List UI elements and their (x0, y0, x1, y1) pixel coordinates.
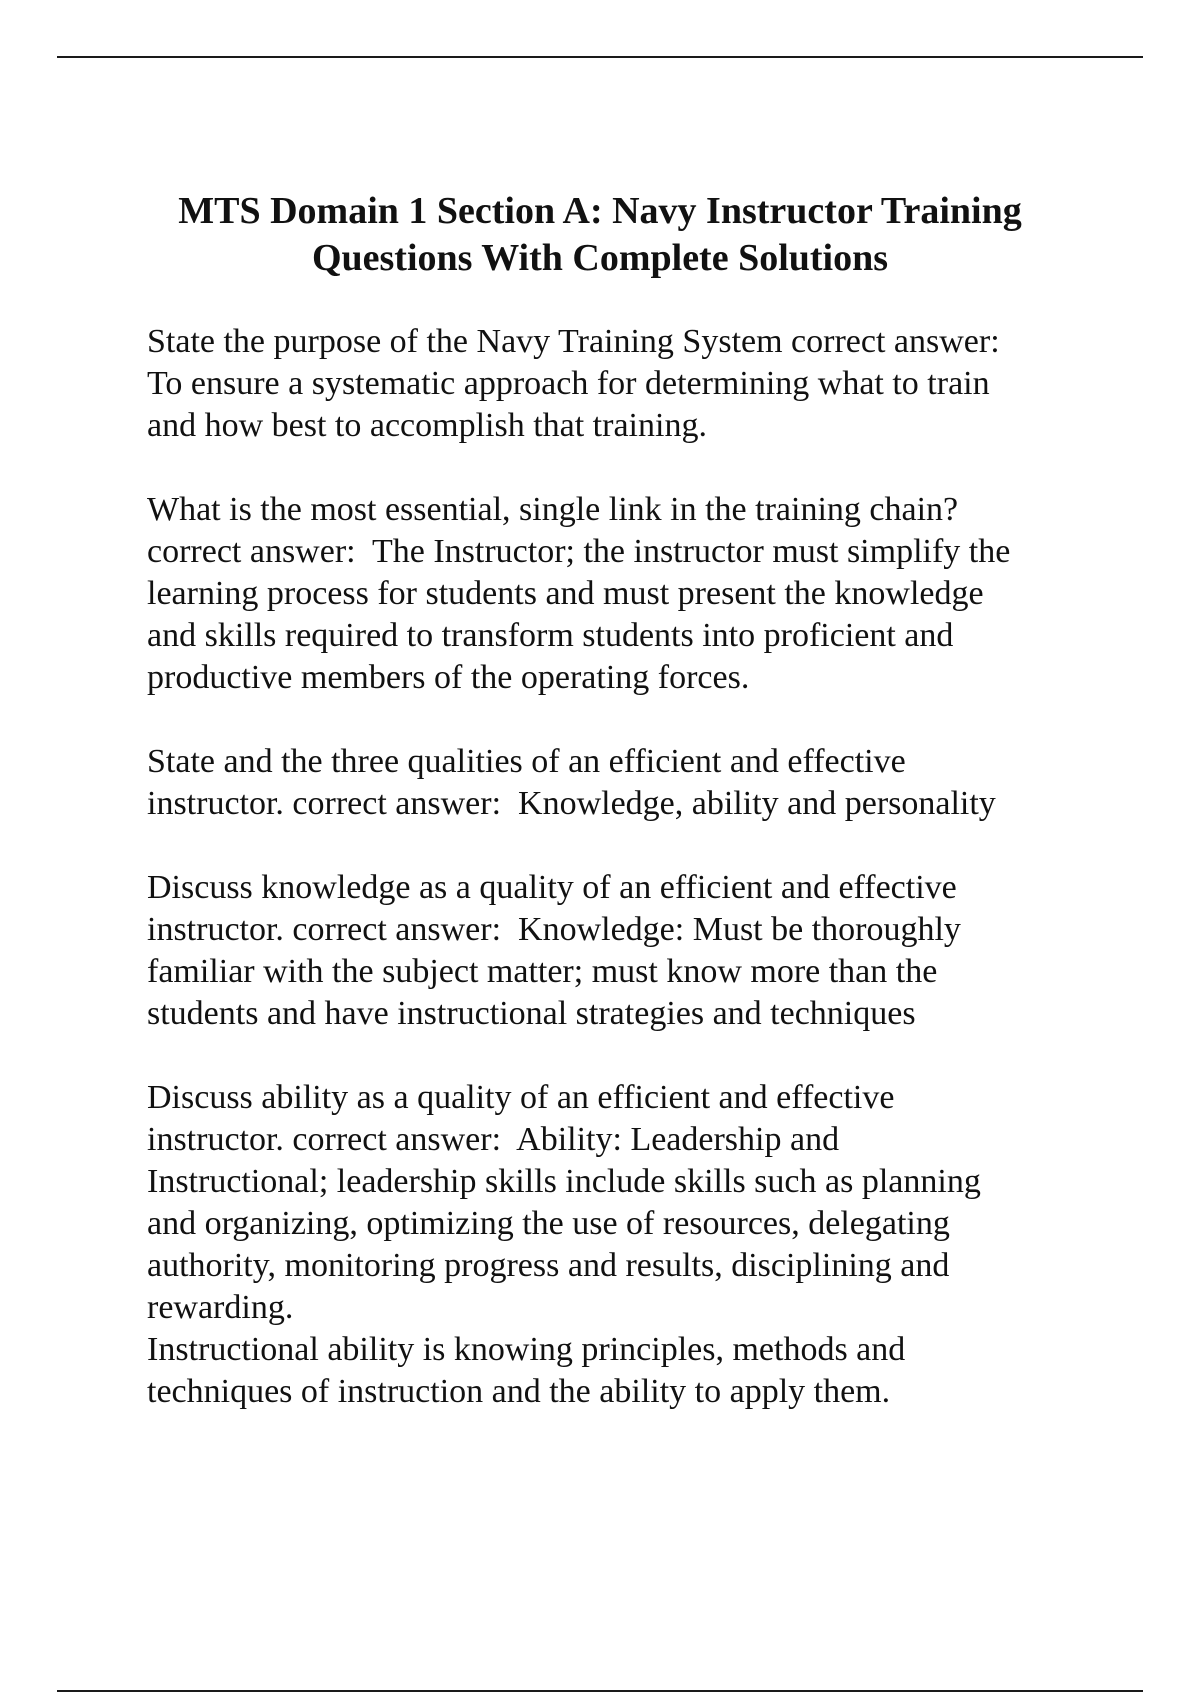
qa-line: and skills required to transform students into proficient and (147, 617, 954, 654)
title-line: Questions With Complete Solutions (311, 237, 889, 279)
qa-line: rewarding. (147, 1289, 294, 1326)
qa-line: techniques of instruction and the ability to apply them. (147, 1373, 891, 1410)
qa-line: Discuss knowledge as a quality of an efficient and effective (147, 869, 957, 906)
qa-block-ability (147, 1077, 1107, 1413)
qa-block-three-qualities (147, 741, 1107, 825)
qa-line: State and the three qualities of an efficient and effective (147, 743, 906, 780)
qa-block-purpose (147, 321, 1107, 447)
qa-line: instructor. correct answer: Ability: Leadership and (147, 1121, 840, 1158)
qa-line: Instructional ability is knowing principles, methods and (147, 1331, 906, 1368)
qa-line: Discuss ability as a quality of an efficient and effective (147, 1079, 895, 1116)
document-body (147, 321, 1107, 1455)
qa-block-knowledge (147, 867, 1107, 1035)
qa-line: State the purpose of the Navy Training System correct answer: (147, 323, 1000, 360)
qa-line: instructor. correct answer: Knowledge, ability and personality (147, 785, 996, 822)
qa-line: What is the most essential, single link in the training chain? (147, 491, 959, 528)
qa-line: authority, monitoring progress and results, disciplining and (147, 1247, 950, 1284)
qa-line: and how best to accomplish that training. (147, 407, 707, 444)
qa-line: productive members of the operating forces. (147, 659, 750, 696)
bottom-rule (57, 1690, 1143, 1692)
qa-line: students and have instructional strategies and techniques (147, 995, 916, 1032)
qa-line: Instructional; leadership skills include skills such as planning (147, 1163, 981, 1200)
qa-line: instructor. correct answer: Knowledge: Must be thoroughly (147, 911, 961, 948)
qa-block-essential-link (147, 489, 1107, 699)
top-rule (57, 56, 1143, 58)
qa-line: familiar with the subject matter; must know more than the (147, 953, 938, 990)
qa-line: To ensure a systematic approach for determining what to train (147, 365, 990, 402)
title-line: MTS Domain 1 Section A: Navy Instructor Training (178, 190, 1022, 232)
qa-line: correct answer: The Instructor; the instructor must simplify the (147, 533, 1011, 570)
document-title (120, 188, 1080, 282)
qa-line: learning process for students and must present the knowledge (147, 575, 984, 612)
qa-line: and organizing, optimizing the use of resources, delegating (147, 1205, 950, 1242)
